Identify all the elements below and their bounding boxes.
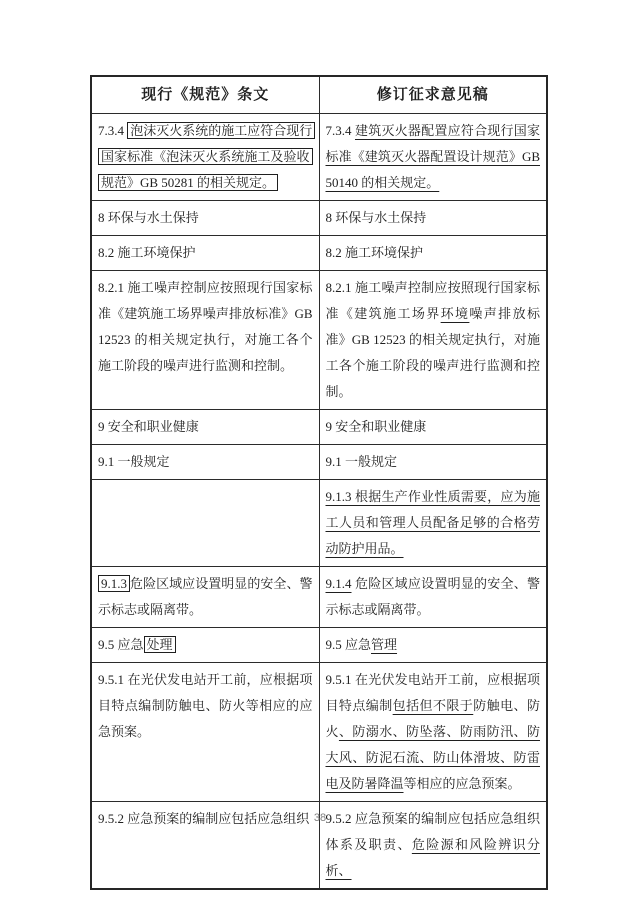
text-segment: 9.5 应急 bbox=[325, 637, 372, 652]
text-segment: 危险区域应设置明显的安全、警示标志或隔离带。 bbox=[325, 576, 540, 617]
table-cell-left bbox=[91, 628, 319, 663]
table-row bbox=[91, 201, 547, 236]
deleted-boxed-text: 9.1.3 bbox=[98, 575, 130, 592]
inserted-text: 危险源和风险辨识分析、 bbox=[325, 837, 540, 878]
table-cell-right bbox=[319, 410, 547, 445]
table-cell-right bbox=[319, 628, 547, 663]
table-header-row bbox=[91, 76, 547, 114]
table-row bbox=[91, 567, 547, 628]
table-row bbox=[91, 628, 547, 663]
table-cell-left bbox=[91, 410, 319, 445]
table-cell-right bbox=[319, 201, 547, 236]
text-segment: 8.2.1 施工噪声控制应按照现行国家标准《建筑施工场界 bbox=[325, 280, 540, 321]
table-row bbox=[91, 445, 547, 480]
text-segment: 噪声排放标准》GB 12523 的相关规定执行，对施工各个施工阶段的噪声进行监测和控制。 bbox=[325, 306, 540, 399]
table-cell-right bbox=[319, 663, 547, 802]
table-cell-left bbox=[91, 663, 319, 802]
text-segment: 8 环保与水土保持 bbox=[325, 210, 427, 225]
table-body bbox=[91, 114, 547, 890]
text-segment: 9.5.2 应急预案的编制应包括应急组织体系及职责、 bbox=[325, 811, 540, 852]
table-row bbox=[91, 410, 547, 445]
inserted-text: 建筑灭火器配置应符合现行国家标准《建筑灭火器配置设计规范》GB 50140 的相关规定。 bbox=[325, 123, 540, 190]
text-segment: 8 环保与水土保持 bbox=[98, 210, 199, 225]
text-segment: 9.1 一般规定 bbox=[98, 454, 170, 469]
table-cell-right bbox=[319, 480, 547, 567]
table-row bbox=[91, 663, 547, 802]
inserted-text: 、防溺水、防坠落、防雨防汛、防大风、防泥石流、防山体滑坡、防雷电及防暑降温 bbox=[325, 724, 540, 791]
table-row bbox=[91, 114, 547, 201]
table-cell-right bbox=[319, 114, 547, 201]
table-row bbox=[91, 271, 547, 410]
text-segment: 9 安全和职业健康 bbox=[325, 419, 427, 434]
text-segment: 等相应的应急预案。 bbox=[403, 776, 521, 791]
inserted-text: 环境 bbox=[440, 306, 470, 321]
text-segment: 9.5.2 应急预案的编制应包括应急组织 bbox=[98, 811, 310, 826]
text-segment: 9.5 应急 bbox=[98, 637, 144, 652]
comparison-table bbox=[90, 75, 548, 890]
text-segment: 8.2 施工环境保护 bbox=[98, 245, 196, 260]
table-cell-left bbox=[91, 236, 319, 271]
table-cell-left bbox=[91, 271, 319, 410]
column-header-revision-draft: 修订征求意见稿 bbox=[319, 76, 547, 114]
table-row bbox=[91, 480, 547, 567]
text-segment: 危险区域应设置明显的安全、警示标志或隔离带。 bbox=[98, 576, 313, 617]
column-header-current-spec: 现行《规范》条文 bbox=[91, 76, 319, 114]
deleted-boxed-text: 处理 bbox=[144, 636, 176, 653]
table-cell-right bbox=[319, 271, 547, 410]
deleted-boxed-text: 泡沫灭火系统的施工应符合现行国家标准《泡沫灭火系统施工及验收规范》GB 50281 的相关规定。 bbox=[98, 122, 315, 191]
text-segment: 9.1 一般规定 bbox=[325, 454, 398, 469]
inserted-text: 管理 bbox=[371, 637, 398, 652]
page-number: 38 bbox=[313, 812, 327, 824]
table-cell-right bbox=[319, 236, 547, 271]
table-cell-left bbox=[91, 201, 319, 236]
inserted-text: 包括但不限于 bbox=[392, 698, 474, 713]
table-cell-right bbox=[319, 567, 547, 628]
text-segment: 9.5.1 在光伏发电站开工前，应根据项目特点编制 bbox=[325, 672, 540, 713]
inserted-text: 9.1.3 根据生产作业性质需要，应为施工人员和管理人员配备足够的合格劳动防护用品。 bbox=[325, 489, 540, 556]
text-segment: 防触电、防火 bbox=[325, 698, 540, 739]
table-cell-left bbox=[91, 480, 319, 567]
text-segment: 9 安全和职业健康 bbox=[98, 419, 199, 434]
text-segment: 7.3.4 bbox=[98, 123, 128, 138]
text-segment: 9.5.1 在光伏发电站开工前，应根据项目特点编制防触电、防火等相应的应急预案。 bbox=[98, 672, 313, 739]
table-cell-right bbox=[319, 445, 547, 480]
text-segment: 8.2.1 施工噪声控制应按照现行国家标准《建筑施工场界噪声排放标准》GB 12523 的相关规定执行，对施工各个施工阶段的噪声进行监测和控制。 bbox=[98, 280, 313, 373]
text-segment: 7.3.4 bbox=[325, 123, 355, 138]
inserted-text: 9.1.4 bbox=[325, 576, 352, 591]
table-cell-left bbox=[91, 567, 319, 628]
text-segment: 8.2 施工环境保护 bbox=[325, 245, 424, 260]
table-row bbox=[91, 236, 547, 271]
table-cell-left bbox=[91, 445, 319, 480]
table-cell-left bbox=[91, 114, 319, 201]
